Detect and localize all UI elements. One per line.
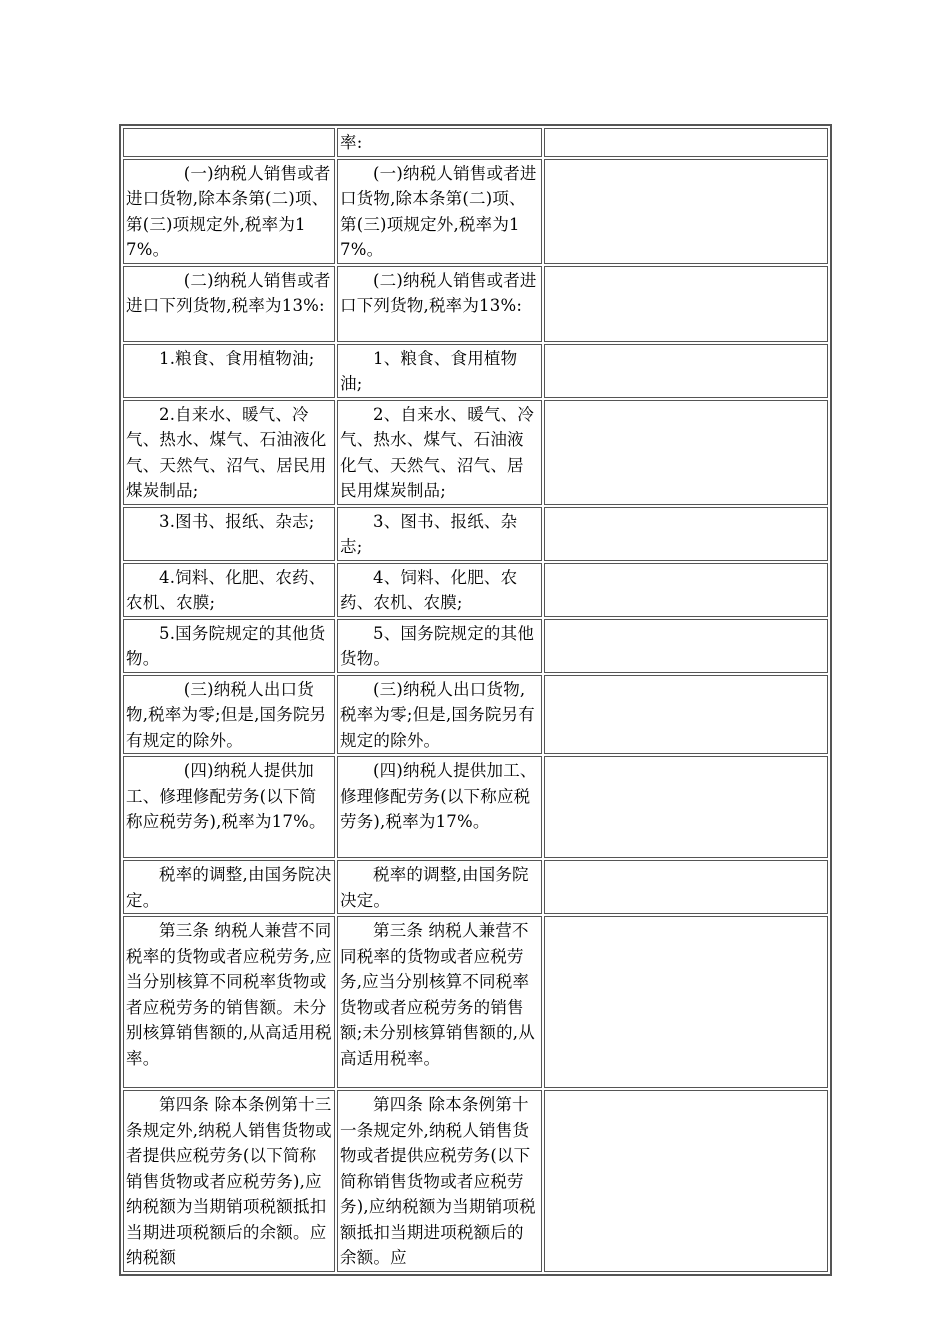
- cell-notes: [544, 128, 828, 157]
- cell-notes: [544, 159, 828, 264]
- cell-revised: 2、自来水、暖气、冷气、热水、煤气、石油液化气、天然气、沼气、居民用煤炭制品;: [337, 400, 542, 505]
- table-row: [123, 1090, 828, 1272]
- table-row: [123, 756, 828, 858]
- cell-notes: [544, 916, 828, 1088]
- cell-notes: [544, 507, 828, 561]
- cell-revised: 4、饲料、化肥、农药、农机、农膜;: [337, 563, 542, 617]
- cell-notes: [544, 675, 828, 755]
- table-row: [123, 675, 828, 755]
- cell-original: (二)纳税人销售或者进口下列货物,税率为13%:: [123, 266, 335, 342]
- comparison-table: [119, 124, 832, 1276]
- cell-original: (三)纳税人出口货物,税率为零;但是,国务院另有规定的除外。: [123, 675, 335, 755]
- table-body: [123, 128, 828, 1272]
- cell-original: 5.国务院规定的其他货物。: [123, 619, 335, 673]
- cell-original: 4.饲料、化肥、农药、农机、农膜;: [123, 563, 335, 617]
- cell-original: (四)纳税人提供加工、修理修配劳务(以下简称应税劳务),税率为17%。: [123, 756, 335, 858]
- cell-revised: (一)纳税人销售或者进口货物,除本条第(二)项、第(三)项规定外,税率为17%。: [337, 159, 542, 264]
- cell-revised: 第三条 纳税人兼营不同税率的货物或者应税劳务,应当分别核算不同税率货物或者应税劳务的销售额;未分别核算销售额的,从高适用税率。: [337, 916, 542, 1088]
- cell-revised: (二)纳税人销售或者进口下列货物,税率为13%:: [337, 266, 542, 342]
- cell-revised: 5、国务院规定的其他货物。: [337, 619, 542, 673]
- table-row: [123, 128, 828, 157]
- cell-original: 3.图书、报纸、杂志;: [123, 507, 335, 561]
- cell-notes: [544, 860, 828, 914]
- cell-revised: 税率的调整,由国务院决定。: [337, 860, 542, 914]
- table-row: [123, 344, 828, 398]
- table-row: [123, 159, 828, 264]
- cell-notes: [544, 400, 828, 505]
- cell-original: 税率的调整,由国务院决定。: [123, 860, 335, 914]
- table-row: [123, 916, 828, 1088]
- cell-original: 第四条 除本条例第十三条规定外,纳税人销售货物或者提供应税劳务(以下简称销售货物或者应税劳务),应纳税额为当期销项税额抵扣当期进项税额后的余额。应纳税额: [123, 1090, 335, 1272]
- cell-revised: 第四条 除本条例第十一条规定外,纳税人销售货物或者提供应税劳务(以下简称销售货物或者应税劳务),应纳税额为当期销项税额抵扣当期进项税额后的余额。应: [337, 1090, 542, 1272]
- cell-notes: [544, 756, 828, 858]
- cell-notes: [544, 563, 828, 617]
- cell-revised: 3、图书、报纸、杂志;: [337, 507, 542, 561]
- cell-original: [123, 128, 335, 157]
- table-row: [123, 507, 828, 561]
- cell-revised: (四)纳税人提供加工、修理修配劳务(以下称应税劳务),税率为17%。: [337, 756, 542, 858]
- cell-original: (一)纳税人销售或者进口货物,除本条第(二)项、第(三)项规定外,税率为17%。: [123, 159, 335, 264]
- cell-revised: (三)纳税人出口货物,税率为零;但是,国务院另有规定的除外。: [337, 675, 542, 755]
- cell-original: 第三条 纳税人兼营不同税率的货物或者应税劳务,应当分别核算不同税率货物或者应税劳务的销售额。未分别核算销售额的,从高适用税率。: [123, 916, 335, 1088]
- cell-revised: 率:: [337, 128, 542, 157]
- table-row: [123, 563, 828, 617]
- cell-notes: [544, 1090, 828, 1272]
- cell-original: 1.粮食、食用植物油;: [123, 344, 335, 398]
- table-row: [123, 619, 828, 673]
- cell-revised: 1、粮食、食用植物油;: [337, 344, 542, 398]
- table-row: [123, 860, 828, 914]
- cell-original: 2.自来水、暖气、冷气、热水、煤气、石油液化气、天然气、沼气、居民用煤炭制品;: [123, 400, 335, 505]
- table-row: [123, 266, 828, 342]
- table-row: [123, 400, 828, 505]
- cell-notes: [544, 266, 828, 342]
- cell-notes: [544, 619, 828, 673]
- cell-notes: [544, 344, 828, 398]
